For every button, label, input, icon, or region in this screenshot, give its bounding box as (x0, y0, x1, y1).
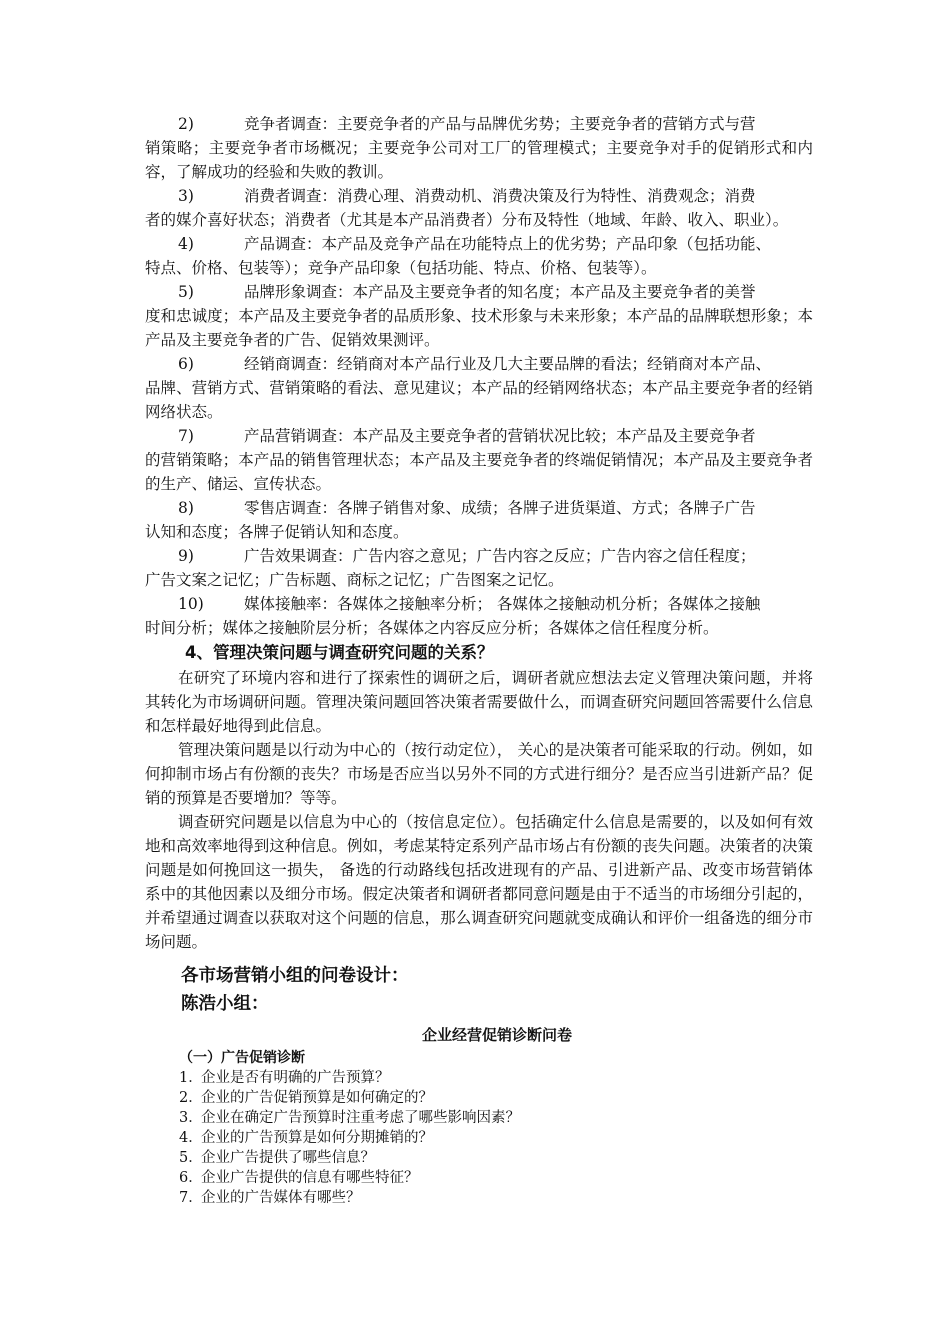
question-item (145, 1188, 813, 1208)
question-number: 5． (179, 1150, 203, 1166)
question-item (145, 1128, 813, 1148)
item-text-continuation: 者的媒介喜好状态；消费者（尤其是本产品消费者）分布及特性（地域、年龄、收入、职业）。 (145, 211, 789, 229)
item-text-first-line: 品牌形象调查：本产品及主要竞争者的知名度；本产品及主要竞争者的美誉 (244, 283, 756, 301)
questionnaire-design-heading: 各市场营销小组的问卷设计： (181, 966, 409, 986)
list-item (145, 232, 813, 280)
question-item (145, 1108, 813, 1128)
item-number: 3) (178, 187, 194, 205)
item-number: 7) (178, 427, 194, 445)
question-item (145, 1068, 813, 1088)
item-number: 6) (178, 355, 194, 373)
question-number: 3． (179, 1110, 203, 1126)
question-text: 企业的广告媒体有哪些？ (201, 1190, 361, 1206)
item-text-first-line: 媒体接触率：各媒体之接触率分析； 各媒体之接触动机分析；各媒体之接触 (244, 595, 761, 613)
question-text: 企业广告提供的信息有哪些特征？ (201, 1170, 419, 1186)
item-text-first-line: 零售店调查：各牌子销售对象、成绩；各牌子进货渠道、方式；各牌子广告 (244, 499, 756, 517)
item-text-continuation: 认知和态度；各牌子促销认知和态度。 (145, 523, 409, 541)
question-item (145, 1168, 813, 1188)
question-text: 企业是否有明确的广告预算？ (201, 1070, 390, 1086)
item-text-continuation: 广告文案之记忆；广告标题、商标之记忆；广告图案之记忆。 (145, 571, 564, 589)
item-text-continuation: 度和忠诚度；本产品及主要竞争者的品质形象、技术形象与未来形象；本产品的品牌联想形象；本产品及主要竞争者的广告、促销效果测评。 (145, 307, 813, 349)
paragraph: 管理决策问题是以行动为中心的（按行动定位）， 关心的是决策者可能采取的行动。例如，如何抑制市场占有份额的丧失？市场是否应当以另外不同的方式进行细分？是否应当引进新产品？促销的预算是否要增加？等等。 (145, 741, 813, 807)
item-text-first-line: 产品营销调查：本产品及主要竞争者的营销状况比较；本产品及主要竞争者 (244, 427, 756, 445)
question-number: 1． (179, 1070, 203, 1086)
item-text-first-line: 消费者调查：消费心理、消费动机、消费决策及行为特性、消费观念；消费 (244, 187, 756, 205)
document-body (145, 112, 813, 1208)
item-text-continuation: 特点、价格、包装等）；竞争产品印象（包括功能、特点、价格、包装等）。 (145, 259, 657, 277)
question-number: 4． (179, 1130, 203, 1146)
question-text: 企业的广告促销预算是如何确定的？ (201, 1090, 433, 1106)
question-item (145, 1088, 813, 1108)
question-text: 企业在确定广告预算时注重考虑了哪些影响因素？ (201, 1110, 520, 1126)
question-item (145, 1148, 813, 1168)
list-item (145, 352, 813, 424)
list-item (145, 280, 813, 352)
list-item (145, 112, 813, 184)
question-number: 2． (179, 1090, 203, 1106)
list-item (145, 496, 813, 544)
item-text-continuation: 品牌、营销方式、营销策略的看法、意见建议；本产品的经销网络状态；本产品主要竞争者的经销网络状态。 (145, 379, 813, 421)
item-number: 8) (178, 499, 194, 517)
question-text: 企业广告提供了哪些信息？ (201, 1150, 375, 1166)
list-item (145, 592, 813, 640)
question-list (145, 1068, 813, 1208)
item-text-continuation: 时间分析；媒体之接触阶层分析；各媒体之内容反应分析；各媒体之信任程度分析。 (145, 619, 719, 637)
item-text-first-line: 竞争者调查：主要竞争者的产品与品牌优劣势；主要竞争者的营销方式与营 (244, 115, 756, 133)
item-number: 2) (178, 115, 194, 133)
item-text-first-line: 经销商调查：经销商对本产品行业及几大主要品牌的看法；经销商对本产品、 (244, 355, 772, 373)
list-item (145, 184, 813, 232)
questionnaire-title: 企业经营促销诊断问卷 (421, 1026, 572, 1044)
list-item (145, 424, 813, 496)
item-number: 9) (178, 547, 194, 565)
item-number: 10) (178, 595, 204, 613)
paragraph: 调查研究问题是以信息为中心的（按信息定位）。包括确定什么信息是需要的，以及如何有效地和高效率地得到这种信息。例如，考虑某特定系列产品市场占有份额的丧失问题。决策者的决策问题是如何挽回这一损失， 备选的行动路线包括改进现有的产品、引进新产品、改变市场营销体系中的其他因素以及细分市场。假定决策者和调研者都同意问题是由于不适当的市场细分引起的，并希望通过调查以获取对这个问题的信息，那么调查研究问题就变成确认和评价一组备选的细分市场问题。 (145, 813, 813, 951)
item-text-continuation: 销策略；主要竞争者市场概况；主要竞争公司对工厂的管理模式；主要竞争对手的促销形式和内容，了解成功的经验和失败的教训。 (145, 139, 813, 181)
section-4-heading: 4、管理决策问题与调查研究问题的关系？ (185, 643, 494, 662)
question-number: 6． (179, 1170, 203, 1186)
item-text-continuation: 的营销策略；本产品的销售管理状态；本产品及主要竞争者的终端促销情况；本产品及主要竞争者的生产、储运、宣传状态。 (145, 451, 813, 493)
questionnaire-section-heading: （一）广告促销诊断 (179, 1050, 305, 1066)
item-text-first-line: 广告效果调查：广告内容之意见；广告内容之反应；广告内容之信任程度； (244, 547, 756, 565)
list-item (145, 544, 813, 592)
paragraph: 在研究了环境内容和进行了探索性的调研之后，调研者就应想法去定义管理决策问题，并将其转化为市场调研问题。管理决策问题回答决策者需要做什么，而调查研究问题回答需要什么信息和怎样最好地得到此信息。 (145, 669, 813, 735)
item-text-first-line: 产品调查：本产品及竞争产品在功能特点上的优劣势；产品印象（包括功能、 (244, 235, 772, 253)
question-text: 企业的广告预算是如何分期摊销的？ (201, 1130, 433, 1146)
group-name-heading: 陈浩小组： (181, 994, 269, 1014)
item-number: 4) (178, 235, 194, 253)
item-number: 5) (178, 283, 194, 301)
survey-content-list (145, 112, 813, 640)
question-number: 7． (179, 1190, 203, 1206)
